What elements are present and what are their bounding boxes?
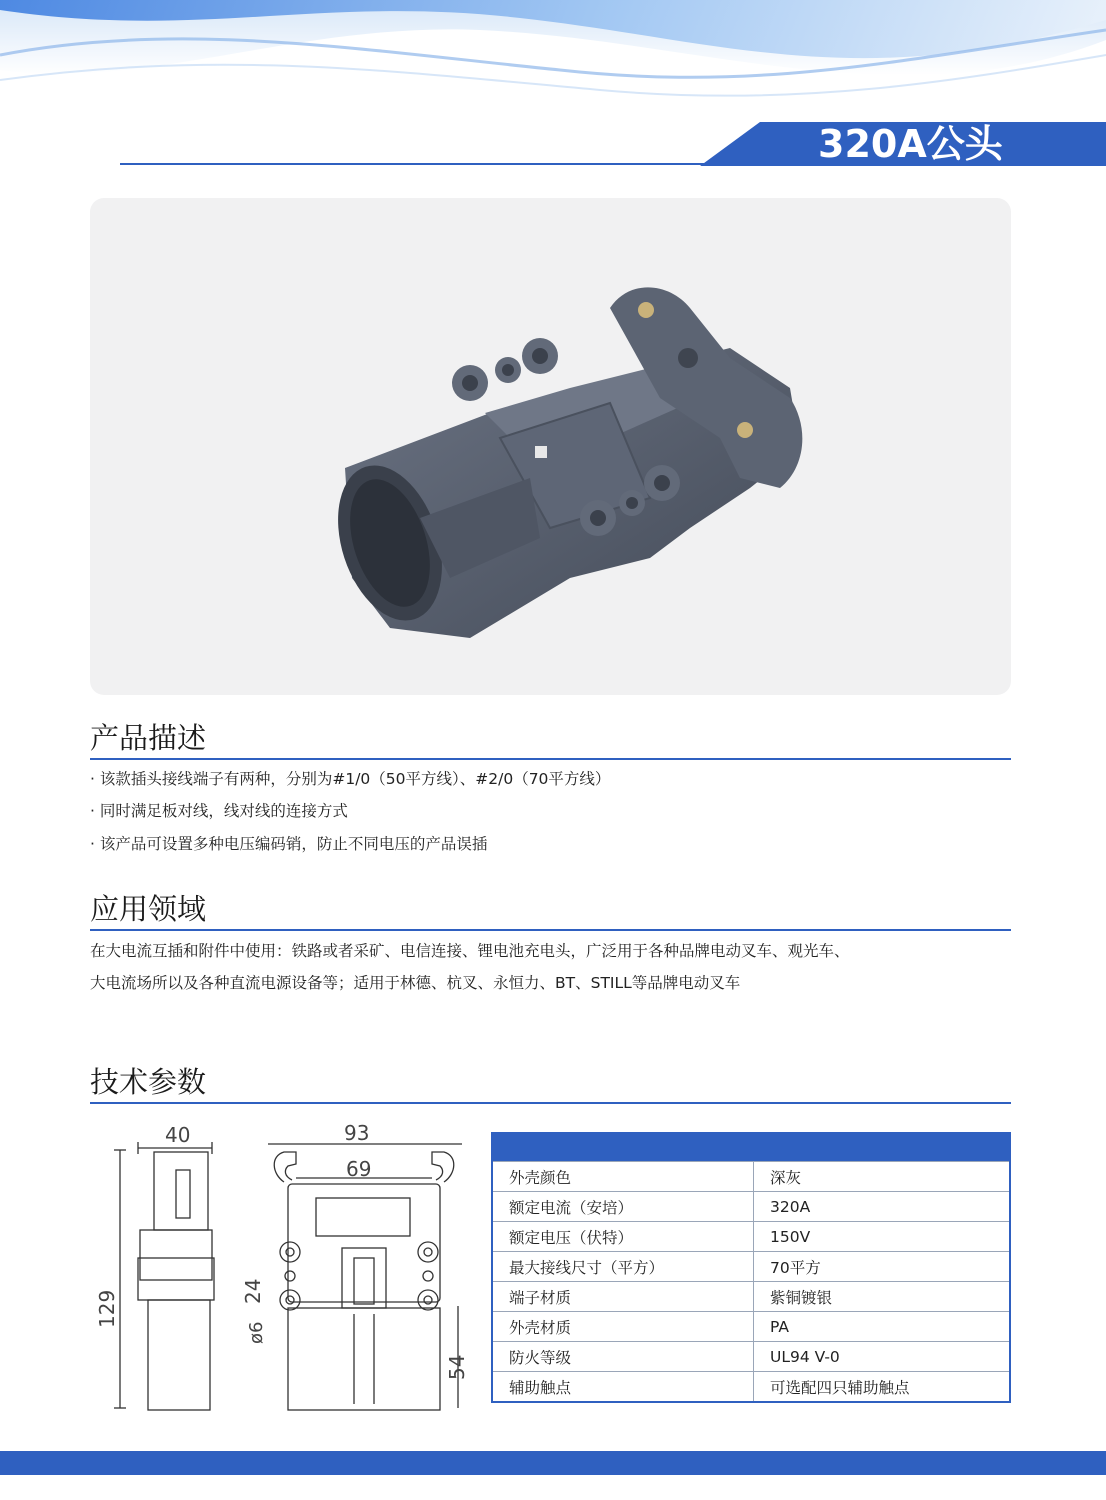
- dimension-drawing: [92, 1118, 472, 1438]
- dim-front-width: 93: [344, 1121, 370, 1145]
- application-line-2: 大电流场所以及各种直流电源设备等；适用于林德、杭叉、永恒力、BT、STILL等品牌电动叉车: [90, 974, 741, 992]
- spec-label: 外壳材质: [492, 1312, 754, 1342]
- spec-label: 额定电流（安培）: [492, 1192, 754, 1222]
- section-rule-description: [90, 758, 1011, 760]
- connector-product-image: [90, 198, 1011, 695]
- dim-side-width: 40: [165, 1123, 191, 1147]
- table-row: [492, 1192, 1010, 1222]
- section-heading-description: 产品描述: [90, 721, 207, 755]
- description-bullet-2: · 同时满足板对线，线对线的连接方式: [90, 802, 348, 820]
- title-underline: [120, 163, 720, 165]
- product-photo-panel: [90, 198, 1011, 695]
- section-rule-specs: [90, 1102, 1011, 1104]
- spec-value: 深灰: [754, 1162, 1011, 1192]
- application-line-1: 在大电流互插和附件中使用：铁路或者采矿、电信连接、锂电池充电头，广泛用于各种品牌电动叉车、观光车、: [90, 942, 850, 960]
- spec-value: 150V: [754, 1222, 1011, 1252]
- footer-bar: [0, 1451, 1106, 1475]
- dim-hole-dia: ø6: [246, 1321, 267, 1344]
- spec-value: UL94 V-0: [754, 1342, 1011, 1372]
- dim-front-inner: 69: [346, 1157, 372, 1181]
- table-row: [492, 1312, 1010, 1342]
- spec-label: 最大接线尺寸（平方）: [492, 1252, 754, 1282]
- table-row: [492, 1222, 1010, 1252]
- spec-table-header: [492, 1133, 1010, 1162]
- dim-hole-pitch: 24: [241, 1278, 265, 1304]
- description-bullet-1: · 该款插头接线端子有两种，分别为#1/0（50平方线）、#2/0（70平方线）: [90, 770, 611, 788]
- table-row: [492, 1252, 1010, 1282]
- spec-value: 70平方: [754, 1252, 1011, 1282]
- spec-label: 辅助触点: [492, 1372, 754, 1403]
- section-heading-application: 应用领域: [90, 892, 207, 926]
- page-title: 320A公头: [818, 122, 1003, 166]
- section-rule-application: [90, 929, 1011, 931]
- spec-table: [491, 1132, 1011, 1403]
- table-row: [492, 1342, 1010, 1372]
- dim-lower-height: 54: [445, 1354, 469, 1380]
- spec-value: 紫铜镀银: [754, 1282, 1011, 1312]
- section-heading-specs: 技术参数: [90, 1065, 207, 1099]
- table-row: [492, 1282, 1010, 1312]
- spec-value: 320A: [754, 1192, 1011, 1222]
- spec-label: 防火等级: [492, 1342, 754, 1372]
- dim-side-height: 129: [95, 1289, 119, 1328]
- description-bullet-3: · 该产品可设置多种电压编码销，防止不同电压的产品误插: [90, 835, 488, 853]
- spec-value: 可选配四只辅助触点: [754, 1372, 1011, 1403]
- spec-value: PA: [754, 1312, 1011, 1342]
- spec-label: 额定电压（伏特）: [492, 1222, 754, 1252]
- spec-label: 外壳颜色: [492, 1162, 754, 1192]
- table-row: [492, 1162, 1010, 1192]
- spec-label: 端子材质: [492, 1282, 754, 1312]
- table-row: [492, 1372, 1010, 1403]
